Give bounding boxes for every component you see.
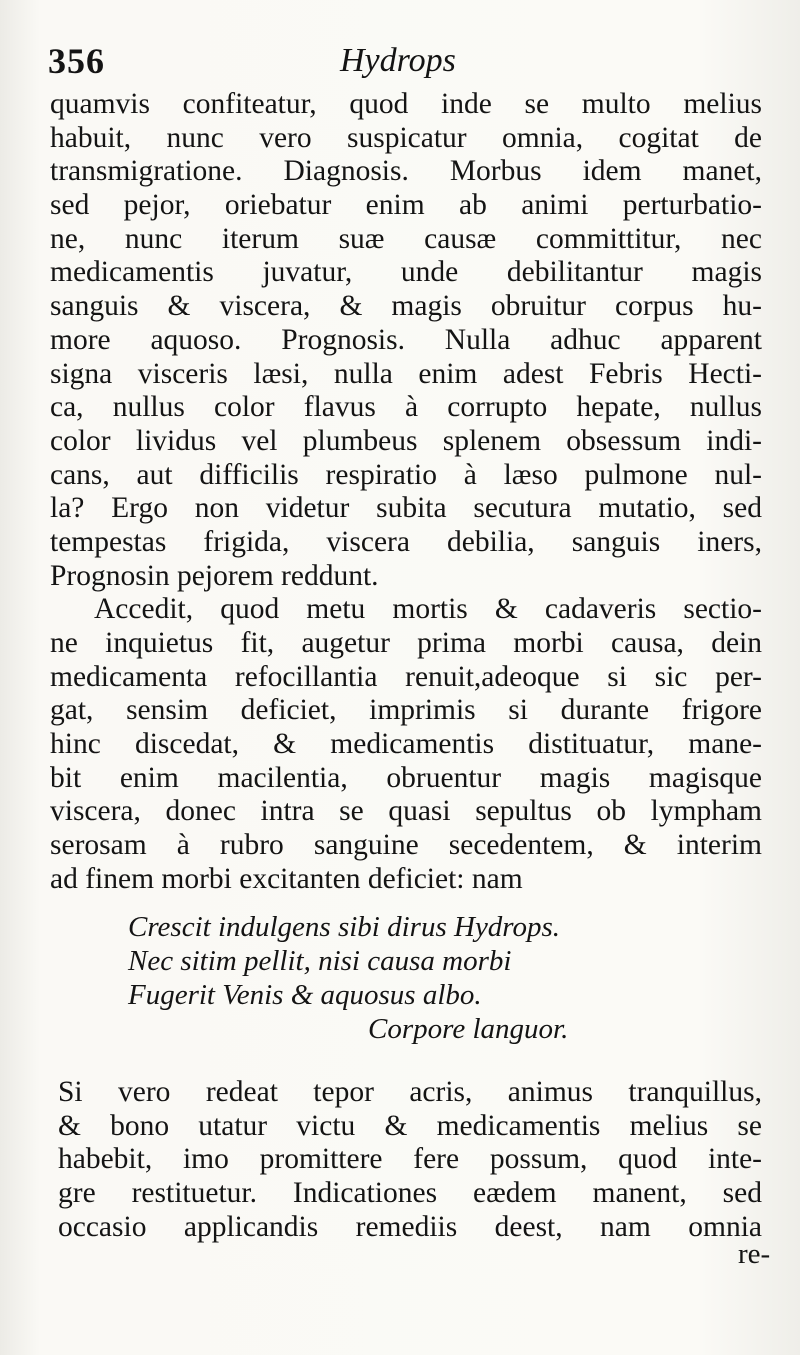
text-line: Accedit, quod metu mortis & cadaveris sectio- [94,593,762,626]
main-text [50,88,762,897]
running-head: Hydrops [340,42,456,79]
text-line: cans, aut difficilis respiratio à læso pulmone nul- [50,458,762,491]
text-line: signa visceris læsi, nulla enim adest Febris Hecti- [50,357,762,390]
text-line: ad finem morbi excitanten deficiet: nam [50,862,523,895]
page-number: 356 [48,41,105,81]
verse-line: Nec sitim pellit, nisi causa morbi [128,945,512,977]
text-line: quamvis confiteatur, quod inde se multo melius [50,88,762,120]
text-line: & bono utatur victu & medicamentis melius se [58,1109,762,1142]
text-line: serosam à rubro sanguine secedentem, & interim [50,829,762,862]
text-line: hinc discedat, & medicamentis distituatur, mane- [50,728,762,761]
text-line: medicamentis juvatur, unde debilitantur magis [50,256,762,289]
catchword: re- [738,1238,771,1270]
page-header [48,40,758,90]
text-line: occasio applicandis remediis deest, nam omnia [58,1210,762,1243]
text-line: sanguis & viscera, & magis obruitur corpus hu- [50,290,762,323]
text-line: sed pejor, oriebatur enim ab animi perturbatio- [50,189,762,222]
text-line: tempestas frigida, viscera debilia, sanguis iners, [50,525,762,558]
text-line: habuit, nunc vero suspicatur omnia, cogitat de [50,121,762,154]
verse-line: Crescit indulgens sibi dirus Hydrops. [128,911,561,943]
text-line: Prognosin pejorem reddunt. [50,559,379,592]
text-line: more aquoso. Prognosis. Nulla adhuc apparent [50,323,762,356]
verse-line: Corpore languor. [368,1013,569,1045]
text-line: ca, nullus color flavus à corrupto hepate, nullus [50,391,762,424]
text-line: viscera, donec intra se quasi sepultus ob lympham [50,795,762,828]
text-line: medicamenta refocillantia renuit,adeoque si sic per- [50,660,762,693]
text-line: ne inquietus fit, augetur prima morbi causa, dein [50,627,762,659]
text-line: color lividus vel plumbeus splenem obsessum indi- [50,424,762,457]
text-line: bit enim macilentia, obruentur magis magisque [50,761,762,794]
text-line: ne, nunc iterum suæ causæ committitur, nec [50,222,762,255]
closing-text [58,1076,762,1244]
verse-quotation [128,910,648,1046]
text-line: transmigratione. Diagnosis. Morbus idem manet, [50,155,762,188]
text-line: Si vero redeat tepor acris, animus tranquillus, [58,1076,762,1108]
text-line: gat, sensim deficiet, imprimis si durante frigore [50,694,762,727]
text-line: gre restituetur. Indicationes eædem manent, sed [58,1177,762,1210]
text-line: habebit, imo promittere fere possum, quod inte- [58,1143,762,1176]
verse-line: Fugerit Venis & aquosus albo. [128,979,482,1011]
text-line: la? Ergo non videtur subita secutura mutatio, sed [50,492,762,525]
